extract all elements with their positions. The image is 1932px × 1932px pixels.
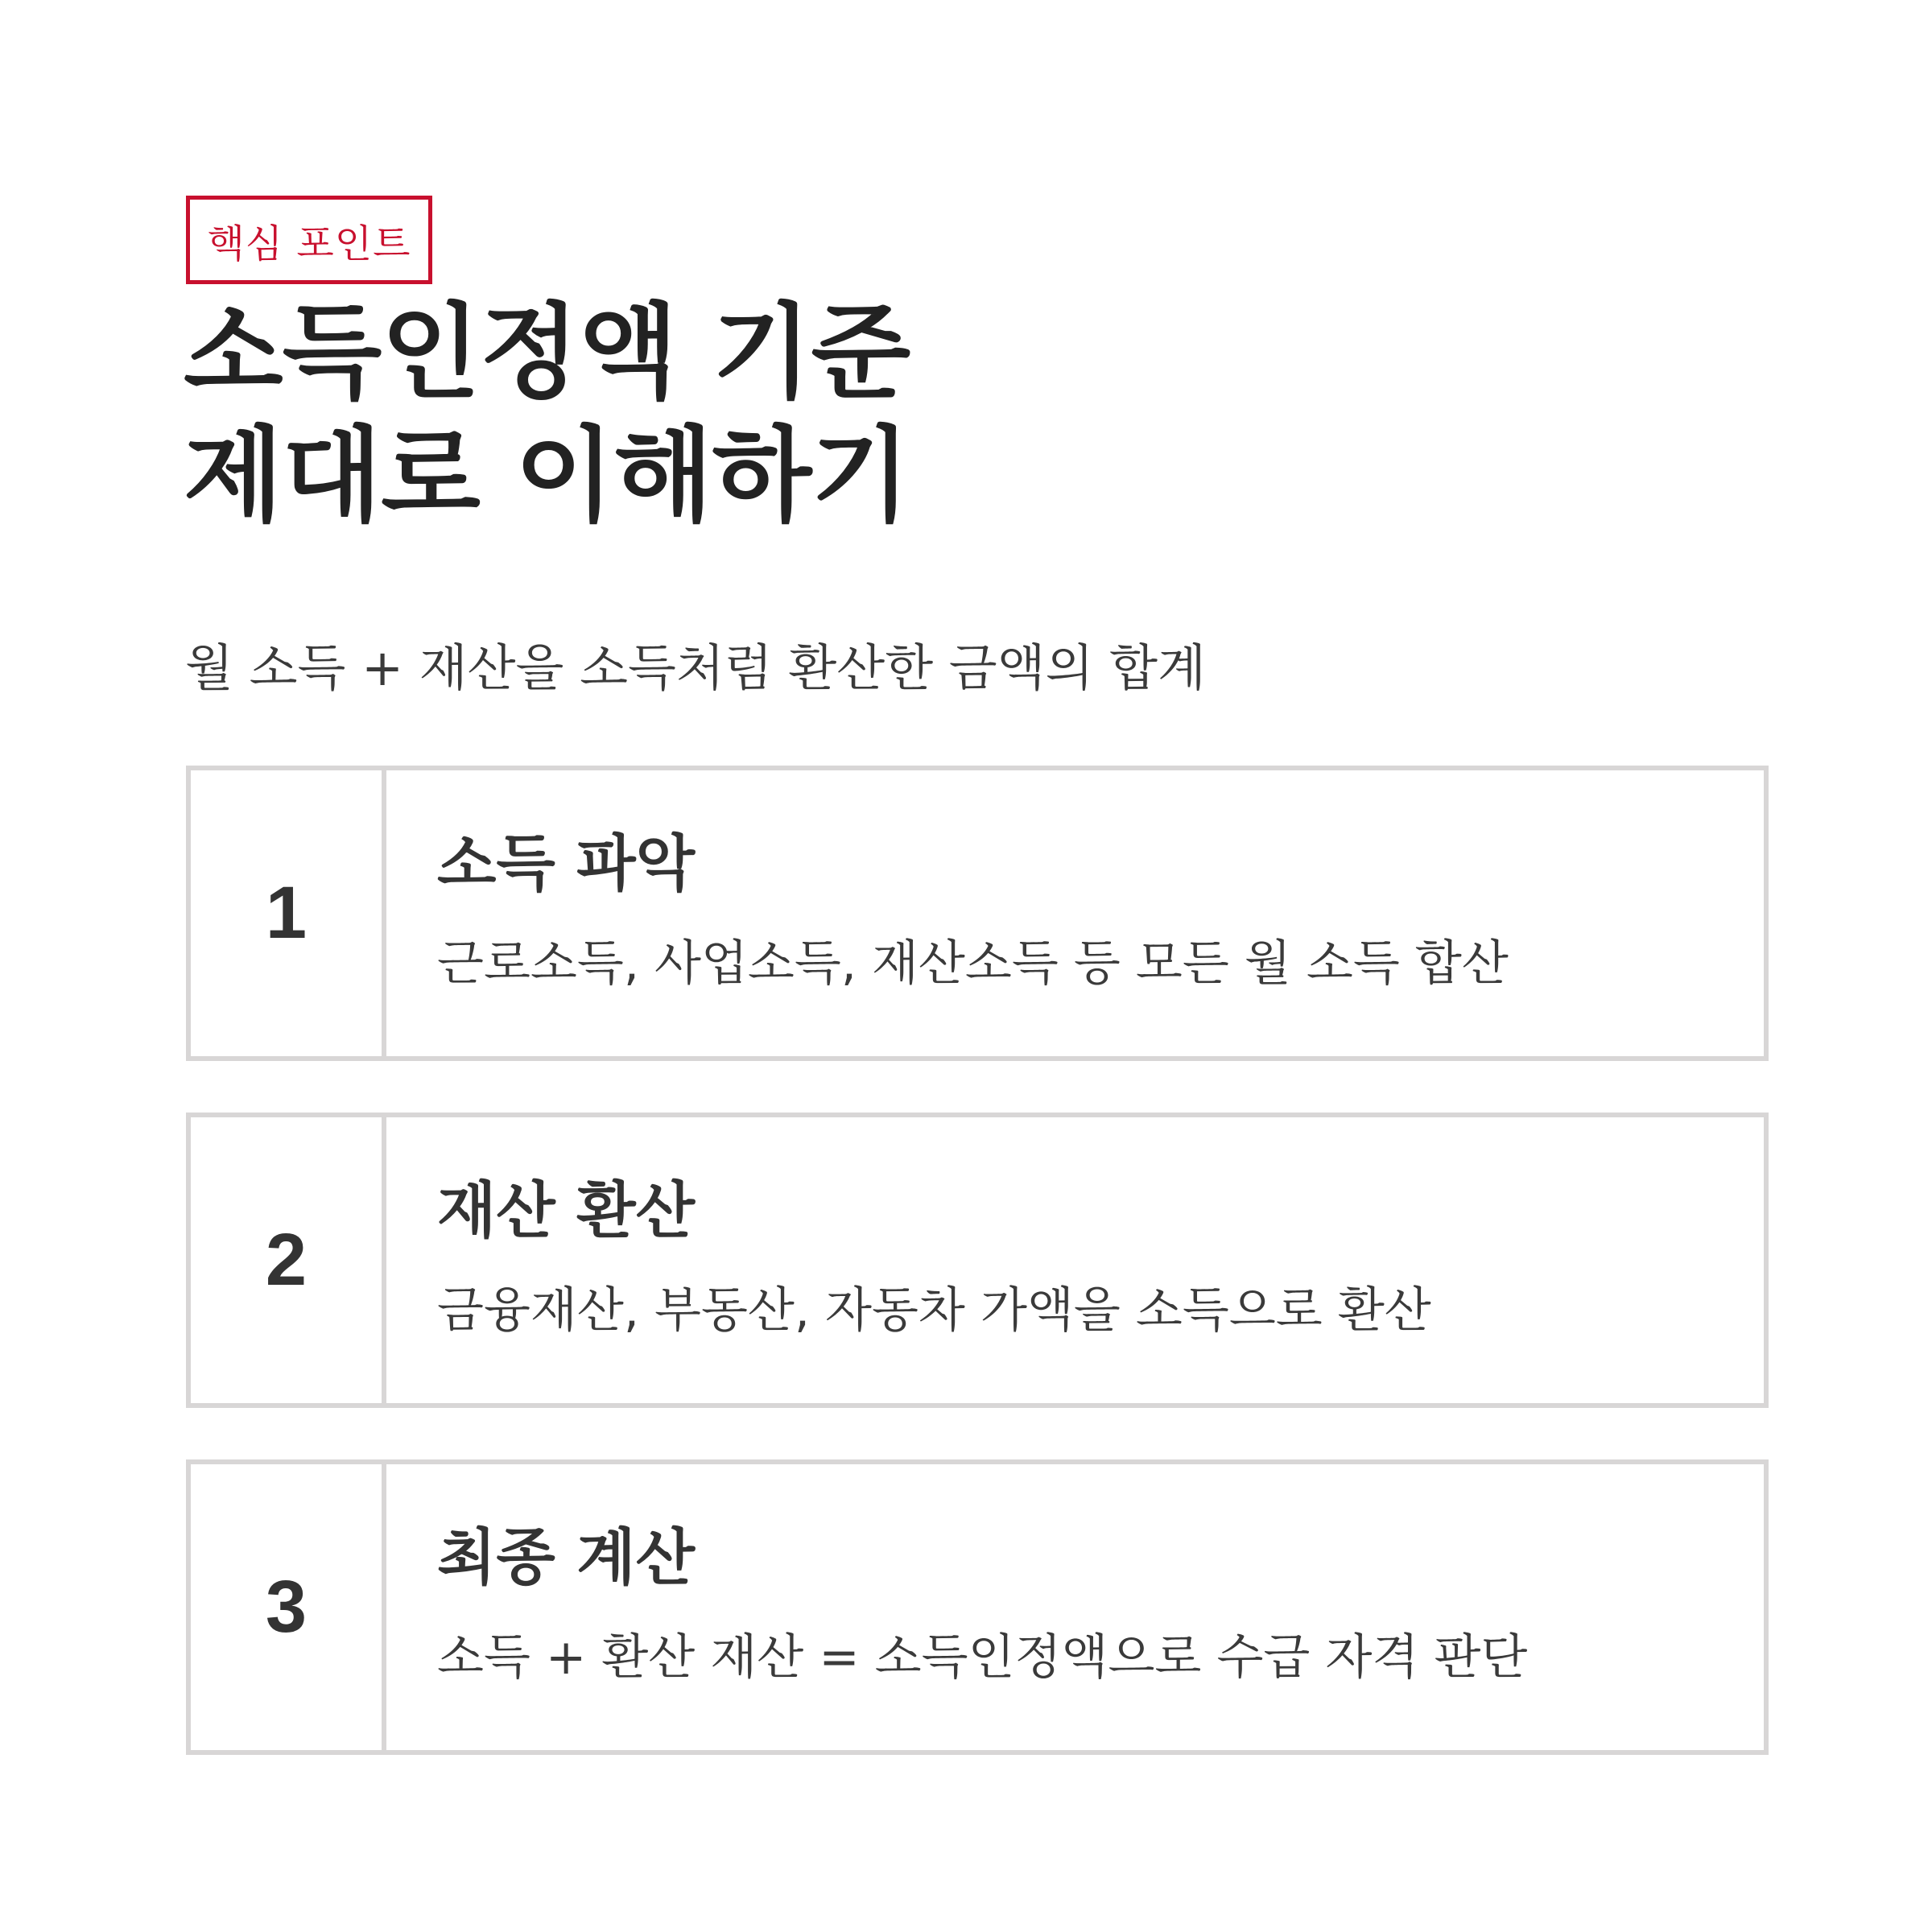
- subtitle: 월 소득 + 재산을 소득처럼 환산한 금액의 합계: [185, 638, 1206, 697]
- step-card-3: [186, 1459, 1769, 1755]
- step-card-2: [186, 1113, 1769, 1408]
- step-body: [386, 770, 1764, 1056]
- page-title-line-2: 제대로 이해하기: [184, 416, 910, 536]
- step-number: 3: [191, 1464, 386, 1750]
- step-body: [386, 1117, 1764, 1403]
- step-title: 소득 파악: [437, 828, 696, 899]
- key-point-badge: 핵심 포인트: [186, 196, 432, 284]
- page-title-line-1: 소득인정액 기준: [184, 293, 910, 413]
- step-number: 1: [191, 770, 386, 1056]
- step-body: [386, 1464, 1764, 1750]
- step-title: 최종 계산: [437, 1521, 696, 1593]
- step-description: 근로소득, 사업소득, 재산소득 등 모든 월 소득 합산: [437, 935, 1509, 992]
- step-description: 금융재산, 부동산, 자동차 가액을 소득으로 환산: [437, 1282, 1431, 1339]
- step-title: 재산 환산: [437, 1174, 696, 1246]
- step-description: 소득 + 환산 재산 = 소득인정액으로 수급 자격 판단: [437, 1629, 1528, 1686]
- page-title: [184, 291, 910, 538]
- step-number: 2: [191, 1117, 386, 1403]
- step-card-1: [186, 766, 1769, 1061]
